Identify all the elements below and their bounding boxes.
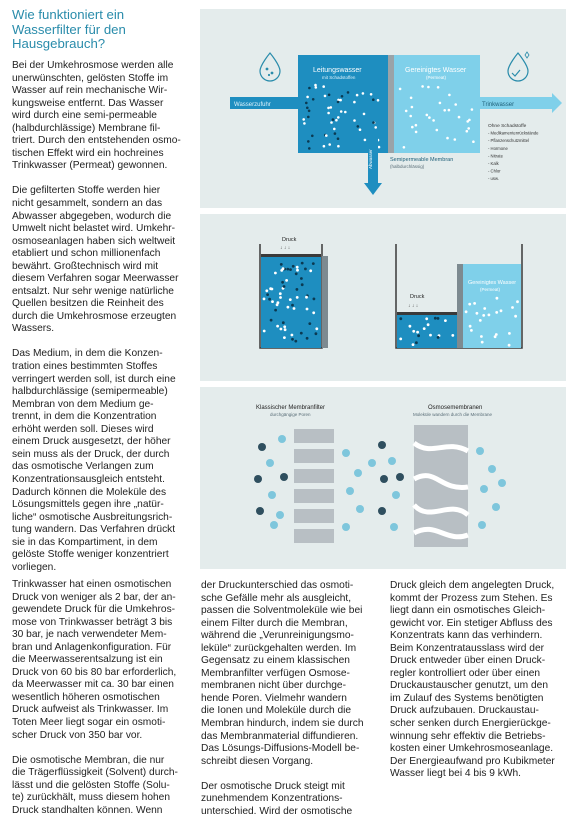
molecule-dot [409, 115, 412, 118]
molecule-dot [266, 293, 269, 296]
molecule-dot [432, 119, 435, 122]
molecule-dot [476, 312, 479, 315]
molecule-dot [363, 113, 366, 116]
molecule-dot [292, 265, 295, 268]
molecule-dot [494, 335, 497, 338]
molecule-dot [444, 319, 447, 322]
osmose-sub: Moleküle wandern durch die Membrane [413, 412, 493, 417]
molecule-dot [291, 338, 294, 341]
text-column-1 [12, 579, 188, 817]
molecule-dot [353, 119, 356, 122]
molecule-dot [425, 317, 428, 320]
water-drop-icon [260, 53, 280, 81]
membrane [322, 256, 328, 348]
molecule-dot [340, 110, 343, 113]
molecule-dot [294, 340, 297, 343]
molecule-dot [417, 334, 420, 337]
molecule [396, 473, 404, 481]
molecule-dot [470, 329, 473, 332]
molecule-dot [496, 297, 499, 300]
molecule-dot [315, 86, 318, 89]
molecule-dot [399, 338, 402, 341]
molecule [378, 507, 386, 515]
molecule [380, 475, 388, 483]
membrane-block [294, 469, 334, 483]
molecule-dot [372, 121, 375, 124]
molecule-dot [405, 110, 408, 113]
molecule-dot [508, 332, 511, 335]
molecule-dot [437, 317, 440, 320]
molecule-dot [479, 319, 482, 322]
molecule-dot [473, 302, 476, 305]
molecule-dot [370, 93, 373, 96]
molecule-dot [458, 116, 461, 119]
molecule [388, 457, 396, 465]
molecule-dot [283, 285, 286, 288]
molecule-dot [500, 309, 503, 312]
molecule-dot [362, 92, 365, 95]
paragraph: Die osmotische Membran, die nur die Trägerflüssigkeit (Solvent) durch- lässt und die gelösten Stoffe (Solu- te) zurückhält, muss diesem hohen Druck standhalten können. Wenn [12, 754, 178, 816]
diagram-osmosis-tanks [200, 214, 566, 381]
molecule-dot [514, 315, 517, 318]
paragraph: Der osmotische Druck steigt mit zunehmendem Konzentrations- unterschied. Wird der osmotische [201, 780, 353, 817]
gereinigtes-sub: (Permeat) [426, 75, 447, 80]
molecule-dot [399, 317, 402, 320]
molecule-dot [347, 91, 350, 94]
molecule-dot [306, 308, 309, 311]
molecule-dot [415, 124, 418, 127]
molecule-dot [296, 296, 299, 299]
molecule-dot [436, 129, 439, 132]
text-column-3 [390, 580, 565, 781]
article-title: Wie funktioniert ein Wasserfilter für den Hausgebrauch? [12, 7, 126, 51]
paragraph: Das Medium, in dem die Konzen- tration eines bestimmten Stoffes verringert werden soll, ist durch eine halbdurchlässige (semipermeable) Membran von dem Medium ge- trennt, in dem die Konzentration erhöht werden soll. Dieses wird einem Druck ausgesetzt, der höher sein muss als der Druck, der durch das osmotische Verlangen zum Konzentrationsausgleich entsteht. Dadurch können die Moleküle des Lösungsmittels gegen ihre „natür- liche“ osmotische Ausbreitungsrich- tung wandern. Das Verfahren drückt sie in das Kompartiment, in dem gelöste Stoffe weniger konzentriert vorliegen. [12, 348, 176, 573]
molecule-dot [280, 269, 283, 272]
clean-drop-icon [508, 52, 529, 81]
molecule-dot [511, 306, 514, 309]
removed-substance: - Chlor [488, 168, 501, 174]
left-piston [261, 254, 321, 257]
molecule-dot [289, 268, 292, 271]
molecule-dot [409, 325, 412, 328]
molecule [342, 523, 350, 531]
molecule-dot [274, 272, 277, 275]
molecule-dot [325, 134, 328, 137]
membran-sub: (halbdurchlässig) [390, 164, 425, 169]
molecule-dot [443, 109, 446, 112]
molecule-dot [296, 288, 299, 291]
molecule [378, 441, 386, 449]
membrane-block [294, 529, 334, 543]
molecule-dot [327, 112, 330, 115]
membrane-block [294, 429, 334, 443]
molecule [346, 487, 354, 495]
paragraph: Die gefilterten Stoffe werden hier nicht gesammelt, sondern an das Abwasser abgegeben, wodurch die Umwelt nicht belastet wird. Umkehr- osmoseanlagen haben sich weltweit etabliert und schon millionenfach bewährt. Großtechnisch wird mit diesem Verfahren sogar Meerwasser entsalzt. Nur sehr wenige natürliche Quellen besitzen die Reinheit des durch die Umkehrosmose erzeugten Wassers. [12, 185, 179, 335]
molecule-dot [423, 327, 426, 330]
removed-substance: - Kalk [488, 161, 499, 166]
molecule-dot [306, 96, 309, 99]
molecule [356, 505, 364, 513]
molecule [476, 447, 484, 455]
molecule-dot [377, 99, 380, 102]
molecule-dot [301, 283, 304, 286]
molecule-dot [411, 106, 414, 109]
molecule-dot [305, 102, 308, 105]
molecule-dot [330, 106, 333, 109]
molecule-dot [483, 307, 486, 310]
molecule-dot [330, 121, 333, 124]
molecule-dot [337, 145, 340, 148]
molecule-dot [429, 334, 432, 337]
molecule-dot [421, 85, 424, 88]
molecule-dot [337, 137, 340, 140]
molecule-dot [323, 145, 326, 148]
molecule-dot [271, 288, 274, 291]
molecule-dot [274, 309, 277, 312]
molecule-dot [295, 272, 298, 275]
molecule-dot [268, 298, 271, 301]
molecule-dot [465, 310, 468, 313]
molecule-dot [283, 336, 286, 339]
molecule-dot [282, 321, 285, 324]
molecule-dot [293, 307, 296, 310]
molecule-dot [296, 269, 299, 272]
molecule-dot [279, 292, 282, 295]
molecule-dot [412, 330, 415, 333]
membrane-right [457, 264, 463, 348]
molecule-dot [286, 268, 289, 271]
molecule-dot [312, 311, 315, 314]
molecule-dot [315, 327, 318, 330]
drain-arrow [364, 183, 382, 195]
molecule-dot [308, 110, 311, 113]
molecule-dot [341, 95, 344, 98]
molecule-dot [270, 319, 273, 322]
molecule-dot [308, 87, 311, 90]
molecule-dot [454, 138, 457, 141]
molecule-dot [263, 298, 266, 301]
molecule [276, 511, 284, 519]
removed-substances-list [488, 123, 539, 181]
molecule-dot [280, 328, 283, 331]
removed-substance: - Medikamentenrückstände [488, 130, 539, 136]
molecule-dot [434, 317, 437, 320]
molecule-dot [516, 300, 519, 303]
molecule-dot [416, 331, 419, 334]
molecule-dot [305, 296, 308, 299]
molecule-dot [263, 330, 266, 333]
molecule-dot [437, 86, 440, 89]
molecule-dot [428, 116, 431, 119]
klassisch-title: Klassischer Membranfilter [256, 405, 326, 411]
molecule-dot [281, 281, 284, 284]
molecule-dot [283, 325, 286, 328]
molecule-dot [296, 266, 299, 269]
diagram-membrane-comparison [200, 387, 566, 569]
molecule-dot [480, 335, 483, 338]
molecule [390, 523, 398, 531]
molecule-dot [308, 322, 311, 325]
molecule-dot [403, 146, 406, 149]
pressure-arrows: ↓ ↓ ↓ [408, 303, 419, 309]
molecule-dot [312, 262, 315, 265]
pressure-arrows: ↓ ↓ ↓ [280, 245, 291, 251]
molecule-dot [304, 268, 307, 271]
molecule-dot [415, 131, 418, 134]
molecule [280, 473, 288, 481]
molecule-dot [448, 94, 451, 97]
right-piston [397, 312, 457, 315]
molecule [270, 521, 278, 529]
molecule-dot [335, 119, 338, 122]
outlet-arrow [552, 93, 562, 113]
molecule-dot [437, 336, 440, 339]
text-column-left [12, 60, 188, 574]
molecule-dot [312, 98, 315, 101]
membran-label: Semipermeable Membran [390, 157, 454, 163]
druck-label-left: Druck [282, 237, 297, 243]
paragraph: der Druckunterschied das osmoti- sche Gefälle mehr als ausgleicht, passen die Solventmoleküle wie bei einem Filter durch die Membran, während die „Verunreinigungsmo- leküle“ zurückgehalten werden. Im Gegensatz zu einem klassischen Membranfilter verfügen Osmose- membranen nicht über durchge- hende Poren. Vielmehr wandern die Ionen und Moleküle durch die Membran hindurch, indem sie durch das Membranmaterial diffundieren. Das Lösungs-Diffusions-Modell be- schreibt diesen Vorgang. [201, 580, 364, 767]
diagram-ro-system [200, 9, 566, 208]
molecule-dot [300, 332, 303, 335]
wasserzufuhr-label: Wasserzufuhr [234, 102, 271, 108]
molecule [488, 465, 496, 473]
molecule-dot [374, 126, 377, 129]
molecule-dot [467, 127, 470, 130]
gereinigtes-label-2: Gereinigtes Wasser [468, 280, 517, 286]
molecule-dot [309, 269, 312, 272]
abwasser-label: Abwasser [368, 149, 373, 169]
molecule-dot [311, 135, 314, 138]
druck-label-right: Druck [410, 294, 425, 300]
paragraph: Druck gleich dem angelegten Druck, kommt der Prozess zum Stehen. Es liegt dann ein osmotisches Gleich- gewicht vor. Ein stetiger Abfluss des Konzentrats kann das verhindern. Beim Konzentratausslass wird der Druck entweder über einen Druck- regler kontrolliert oder über einen Druckaustauscher genutzt, um den im Zulauf des Systems benötigten Druck aufzubauen. Druckaustau- scher senken durch Energierückge- winnung sehr effektiv die Betriebs- kosten einer Umkehrosmoseanlage. Der Energieaufwand pro Kubikmeter Wasser liegt bei 4 bis 9 kWh. [390, 580, 555, 780]
molecule-dot [287, 306, 290, 309]
molecule-dot [411, 126, 414, 129]
paragraph: Trinkwasser hat einen osmotischen Druck von weniger als 2 bar, der an- gewendete Druck für die Umkehros- mose von Trinkwasser beträgt 3 bis 30 bar, je nach verwendeter Mem- bran und Anlagenkonfiguration. Für die Meerwasserentsalzung ist ein Druck von 60 bis 80 bar erforderlich, da Meerwasser mit ca. 30 bar einen wesentlich höheren osmotischen Druck aufweist als Trinkwasser. Im Toten Meer liegt sogar ein osmoti- scher Druck von 350 bar vor. [12, 579, 177, 741]
molecule-dot [314, 84, 317, 87]
membrane-block [294, 509, 334, 523]
molecule-dot [313, 298, 316, 301]
membrane-block [294, 449, 334, 463]
klassisch-sub: durchgängige Poren [270, 412, 311, 417]
removed-substance: - Hormone [488, 145, 508, 151]
molecule-dot [324, 95, 327, 98]
classic-membrane-blocks [294, 429, 334, 543]
molecule-dot [482, 314, 485, 317]
molecule-dot [356, 94, 359, 97]
molecule-dot [454, 103, 457, 106]
molecule-dot [284, 328, 287, 331]
molecule-dot [328, 143, 331, 146]
molecule-dot [446, 137, 449, 140]
molecule-dot [357, 125, 360, 128]
molecule-dot [332, 118, 335, 121]
gereinigtes-sub-2: (Permeat) [480, 287, 501, 292]
membrane-block [294, 489, 334, 503]
molecule-dot [300, 277, 303, 280]
molecule [492, 503, 500, 511]
removed-substance: - Pflanzenschutzmittel [488, 138, 529, 144]
permeate-area [463, 264, 521, 348]
molecule-dot [364, 139, 367, 142]
molecule-dot [328, 94, 331, 97]
molecule-dot [353, 101, 356, 104]
semipermeable-membrane [388, 55, 394, 153]
molecule-dot [333, 128, 336, 131]
osmose-title: Osmosemembranen [428, 405, 483, 411]
molecule [258, 443, 266, 451]
molecule-dot [327, 107, 330, 110]
molecule-dot [466, 120, 469, 123]
leitungswasser-sub: mit Schadstoffen [322, 75, 356, 80]
molecule [392, 491, 400, 499]
molecule-dot [466, 130, 469, 133]
molecule-dot [481, 341, 484, 344]
removed-substance: - Nitrate [488, 153, 503, 159]
molecule [354, 469, 362, 477]
removed-substance: Ohne Schadstoffe [488, 124, 527, 129]
molecule-dot [488, 314, 491, 317]
molecule-dot [334, 132, 337, 135]
molecule-dot [271, 300, 274, 303]
molecule-dot [426, 114, 429, 117]
molecule-dot [280, 263, 283, 266]
molecule [342, 449, 350, 457]
molecule-dot [277, 301, 280, 304]
molecule [278, 435, 286, 443]
molecule-dot [451, 334, 454, 337]
molecule [478, 521, 486, 529]
molecule-dot [303, 122, 306, 125]
molecule-dot [344, 111, 347, 114]
molecule-dot [372, 98, 375, 101]
molecule-dot [339, 99, 342, 102]
molecule-dot [291, 334, 294, 337]
molecule-dot [378, 146, 381, 149]
molecule [480, 485, 488, 493]
molecule-dot [508, 344, 511, 347]
molecule-dot [265, 289, 268, 292]
molecule [266, 459, 274, 467]
molecule-dot [301, 262, 304, 265]
molecule-dot [472, 140, 475, 143]
molecule-dot [322, 85, 325, 88]
molecule [254, 475, 262, 483]
molecule-dot [359, 128, 362, 131]
molecule-dot [399, 88, 402, 91]
molecule-dot [427, 86, 430, 89]
molecule-dot [306, 337, 309, 340]
molecule-dot [448, 109, 451, 112]
molecule-dot [285, 279, 288, 282]
molecule-dot [289, 298, 292, 301]
molecule-dot [495, 311, 498, 314]
molecule-dot [468, 303, 471, 306]
molecule-dot [337, 116, 340, 119]
molecule-dot [410, 97, 413, 100]
trinkwasser-label: Trinkwasser [482, 102, 515, 108]
molecule-dot [308, 147, 311, 150]
molecule-dot [471, 108, 474, 111]
molecule-dot [291, 304, 294, 307]
molecule-dot [276, 325, 279, 328]
removed-substance: - usw. [488, 176, 499, 182]
molecule-dot [337, 101, 340, 104]
molecule [498, 479, 506, 487]
molecule-dot [439, 102, 442, 105]
molecule-dot [315, 332, 318, 335]
molecule-dot [412, 343, 415, 346]
molecule [268, 491, 276, 499]
leitungswasser-label: Leitungswasser [313, 67, 362, 74]
molecule-dot [307, 140, 310, 143]
text-column-2 [201, 580, 378, 818]
paragraph: Bei der Umkehrosmose werden alle unerwünschten, gelösten Stoffe im Wasser auf rein mechanische Wir- kungsweise entfernt. Das Wasser wird durch eine semi-permeable (halbdurchlässige) Membrane fil- triert. Durch den entstehenden osmo- tischen Effekt wird ein hochreines Trinkwasser (Permeat) gewonnen. [12, 60, 181, 172]
molecule-dot [302, 118, 305, 121]
molecule [368, 459, 376, 467]
molecule-dot [307, 116, 310, 119]
molecule-dot [415, 341, 418, 344]
molecule-dot [427, 323, 430, 326]
molecule-dot [306, 107, 309, 110]
gereinigtes-label: Gereinigtes Wasser [405, 67, 467, 74]
molecule-dot [469, 325, 472, 328]
molecule-dot [279, 296, 282, 299]
molecule [256, 507, 264, 515]
